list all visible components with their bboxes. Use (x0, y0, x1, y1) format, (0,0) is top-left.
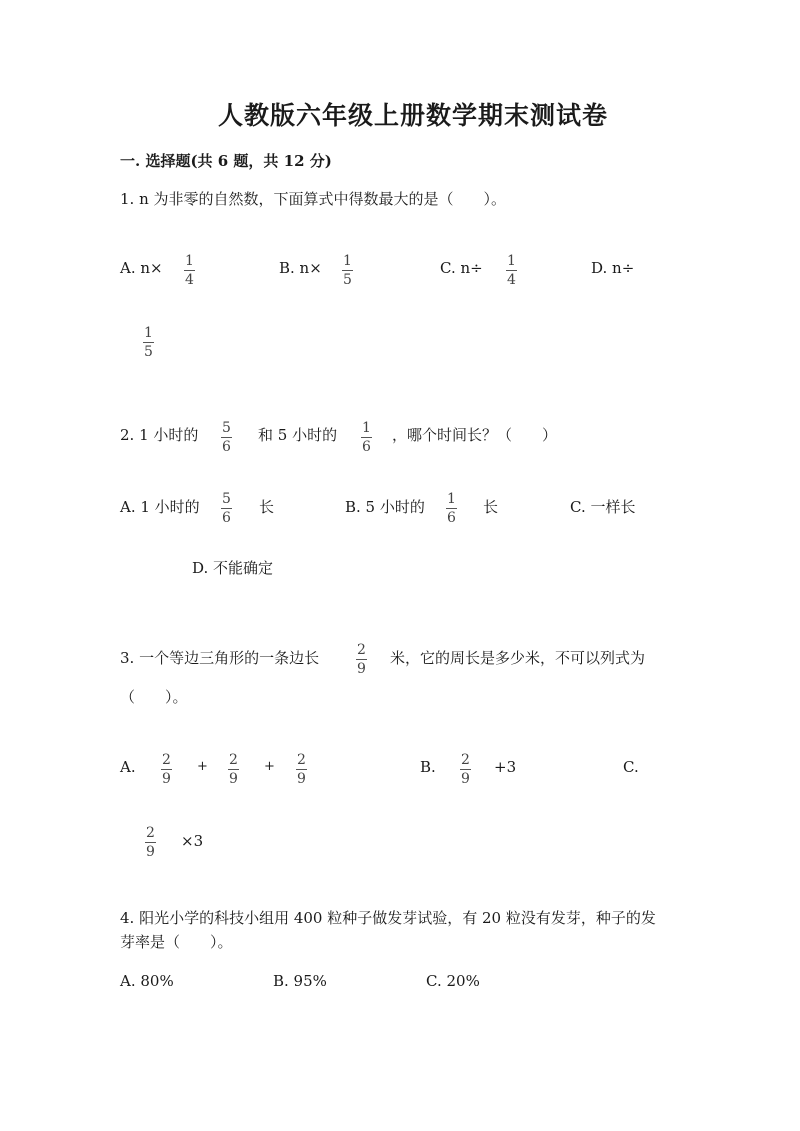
question-4-stem-line-2: 芽率是（ ）。 (120, 933, 233, 951)
q2-option-b-fraction (446, 491, 457, 526)
question-2-stem-a: 2. 1 小时的 (120, 426, 199, 444)
fraction-denominator: 6 (222, 439, 231, 455)
fraction-numerator: 1 (447, 491, 456, 507)
page-title: 人教版六年级上册数学期末测试卷 (218, 101, 609, 130)
fraction-bar (221, 508, 232, 509)
q4-option-a: A. 80% (120, 972, 174, 990)
fraction-numerator: 2 (297, 752, 306, 768)
fraction-denominator: 5 (343, 272, 352, 288)
fraction-denominator: 9 (146, 844, 155, 860)
fraction-denominator: 6 (222, 510, 231, 526)
q1-option-d-fraction (143, 325, 154, 360)
question-2-stem-c: ，哪个时间长？（ ） (392, 426, 558, 444)
fraction-numerator: 5 (222, 420, 231, 436)
q3-stem-fraction (356, 642, 367, 677)
fraction-denominator: 9 (357, 661, 366, 677)
fraction-numerator: 2 (162, 752, 171, 768)
fraction-denominator: 5 (144, 344, 153, 360)
q2-stem-fraction-b (361, 420, 372, 455)
fraction-bar (296, 769, 307, 770)
fraction-bar (143, 342, 154, 343)
q1-option-c-label: C. n÷ (440, 259, 483, 277)
q1-option-b-label: B. n× (279, 259, 322, 277)
q3-option-a-fraction-1 (161, 752, 172, 787)
q3-option-b-label: B. (420, 758, 436, 776)
q2-option-d: D. 不能确定 (192, 559, 274, 577)
q3-option-a-label: A. (120, 758, 136, 776)
fraction-bar (506, 270, 517, 271)
q2-stem-fraction-a (221, 420, 232, 455)
fraction-bar (161, 769, 172, 770)
fraction-denominator: 4 (185, 272, 194, 288)
question-1-stem: 1. n 为非零的自然数，下面算式中得数最大的是（ ）。 (120, 190, 507, 208)
q3-option-c-fraction (145, 825, 156, 860)
fraction-denominator: 6 (362, 439, 371, 455)
fraction-denominator: 6 (447, 510, 456, 526)
q2-option-c: C. 一样长 (570, 498, 636, 516)
fraction-bar (356, 659, 367, 660)
q1-option-a-fraction (184, 253, 195, 288)
q2-option-a-fraction (221, 491, 232, 526)
q2-option-a-suffix: 长 (259, 498, 275, 516)
q3-option-b-fraction (460, 752, 471, 787)
q2-option-b-label: B. 5 小时的 (345, 498, 425, 516)
fraction-numerator: 5 (222, 491, 231, 507)
fraction-denominator: 9 (229, 771, 238, 787)
fraction-numerator: 2 (146, 825, 155, 841)
fraction-bar (446, 508, 457, 509)
q3-option-c-label: C. (623, 758, 639, 776)
fraction-bar (228, 769, 239, 770)
question-3-stem-b: 米，它的周长是多少米，不可以列式为 (390, 649, 646, 667)
fraction-denominator: 4 (507, 272, 516, 288)
q1-option-c-fraction (506, 253, 517, 288)
q3-option-a-plus-2: + (264, 759, 275, 774)
q3-option-a-plus-1: + (197, 759, 208, 774)
q3-option-c-suffix: ×3 (181, 832, 204, 850)
fraction-numerator: 1 (144, 325, 153, 341)
fraction-numerator: 1 (185, 253, 194, 269)
fraction-numerator: 2 (229, 752, 238, 768)
fraction-bar (460, 769, 471, 770)
fraction-numerator: 2 (461, 752, 470, 768)
question-3-stem-a: 3. 一个等边三角形的一条边长 (120, 649, 320, 667)
section-heading: 一. 选择题(共 6 题，共 12 分) (120, 152, 332, 170)
fraction-bar (342, 270, 353, 271)
q3-option-b-suffix: +3 (494, 758, 517, 776)
fraction-bar (221, 437, 232, 438)
question-2-stem-b: 和 5 小时的 (258, 426, 338, 444)
fraction-numerator: 1 (507, 253, 516, 269)
q2-option-a-label: A. 1 小时的 (120, 498, 200, 516)
q4-option-c: C. 20% (426, 972, 480, 990)
q3-option-a-fraction-3 (296, 752, 307, 787)
q1-option-a-label: A. n× (120, 259, 163, 277)
fraction-bar (184, 270, 195, 271)
q1-option-b-fraction (342, 253, 353, 288)
fraction-bar (145, 842, 156, 843)
question-3-stem-c: （ ）。 (120, 688, 188, 706)
fraction-denominator: 9 (162, 771, 171, 787)
q2-option-b-suffix: 长 (483, 498, 499, 516)
fraction-bar (361, 437, 372, 438)
fraction-denominator: 9 (461, 771, 470, 787)
q1-option-d-label: D. n÷ (591, 259, 635, 277)
fraction-numerator: 1 (362, 420, 371, 436)
q3-option-a-fraction-2 (228, 752, 239, 787)
fraction-numerator: 2 (357, 642, 366, 658)
q4-option-b: B. 95% (273, 972, 327, 990)
fraction-numerator: 1 (343, 253, 352, 269)
question-4-stem-line-1: 4. 阳光小学的科技小组用 400 粒种子做发芽试验，有 20 粒没有发芽，种子的发 (120, 909, 656, 927)
fraction-denominator: 9 (297, 771, 306, 787)
